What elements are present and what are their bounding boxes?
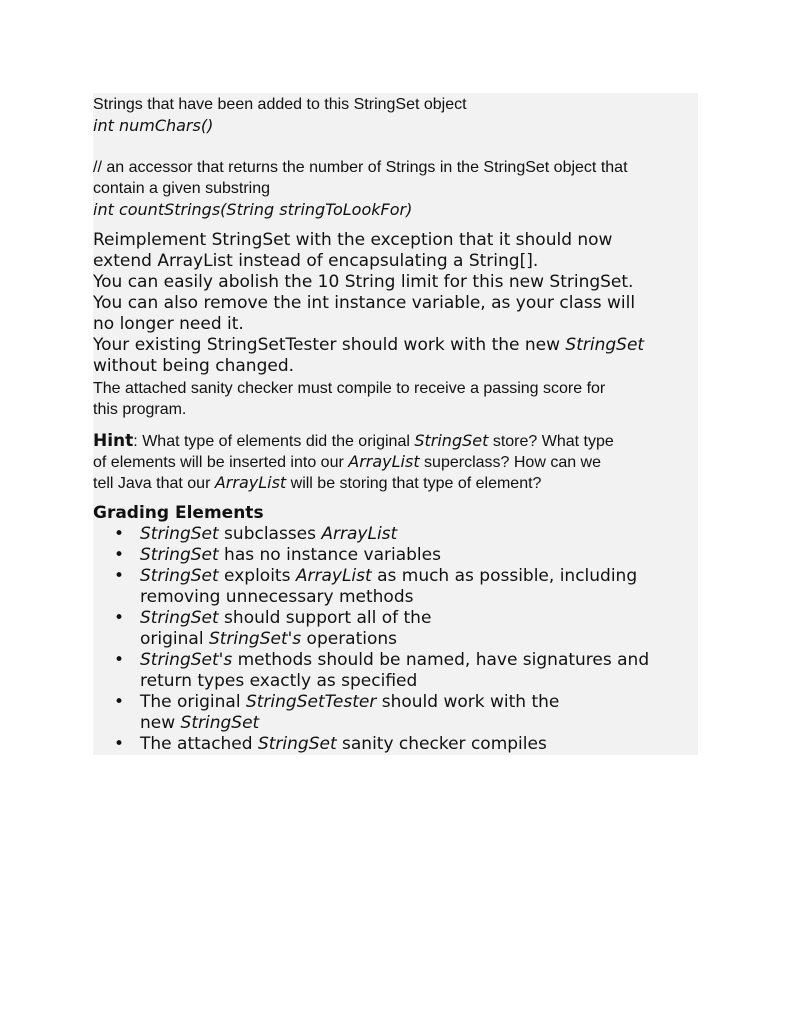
- text-line: extend ArrayList instead of encapsulating a String[].: [93, 251, 539, 271]
- class-name: ArrayList: [321, 524, 398, 544]
- code-comment: // an accessor that returns the number of Strings in the StringSet object that: [93, 159, 628, 176]
- text-span: tell Java that our: [93, 475, 215, 492]
- list-item: [93, 608, 649, 650]
- text-line: this program.: [93, 401, 187, 418]
- class-name: StringSet: [257, 734, 337, 754]
- text-span: : What type of elements did the original: [133, 433, 415, 450]
- text-span: operations: [301, 629, 398, 649]
- class-name: ArrayList: [295, 566, 372, 586]
- class-name: ArrayList: [348, 452, 420, 471]
- hint-line: [93, 430, 614, 452]
- hint-line: [93, 472, 541, 494]
- text-span: superclass? How can we: [419, 454, 602, 471]
- text-line: Reimplement StringSet with the exception that it should now: [93, 230, 613, 250]
- text-span: Your existing StringSetTester should work with the new: [93, 335, 566, 355]
- text-span: The original: [140, 692, 246, 712]
- hint-line: [93, 451, 601, 473]
- text-span: methods should be named, have signatures and: [232, 650, 650, 670]
- text-line: The attached sanity checker must compile to receive a passing score for: [93, 380, 606, 397]
- class-name: StringSet's: [208, 629, 302, 649]
- text-line: no longer need it.: [93, 314, 244, 334]
- text-span: of elements will be inserted into our: [93, 454, 349, 471]
- text-span: has no instance variables: [218, 545, 441, 565]
- text-span: The attached: [140, 734, 258, 754]
- text-span: exploits: [218, 566, 296, 586]
- list-item: [93, 566, 649, 608]
- text-span: sanity checker compiles: [336, 734, 547, 754]
- text-span: return types exactly as specified: [140, 671, 418, 691]
- text-line: [93, 335, 644, 356]
- list-item: [93, 734, 649, 755]
- text-span: new: [140, 713, 181, 733]
- class-name: StringSetTester: [245, 692, 377, 712]
- text-span: subclasses: [218, 524, 322, 544]
- text-span: store? What type: [488, 433, 614, 450]
- class-name: StringSet: [140, 545, 219, 565]
- list-item: [93, 692, 649, 734]
- text-span: will be storing that type of element?: [286, 475, 542, 492]
- hint-label: Hint: [93, 431, 134, 451]
- text-span: as much as possible, including: [371, 566, 638, 586]
- class-name: ArrayList: [214, 473, 287, 492]
- text-line: You can easily abolish the 10 String limit for this new StringSet.: [93, 272, 634, 292]
- code-comment: contain a given substring: [93, 180, 270, 197]
- list-item: [93, 545, 649, 566]
- list-item: [93, 650, 649, 692]
- text-line: You can also remove the int instance variable, as your class will: [93, 293, 636, 313]
- class-name: StringSet: [565, 335, 645, 355]
- class-name: StringSet: [140, 566, 219, 586]
- grading-list: [93, 524, 649, 755]
- text-span: removing unnecessary methods: [140, 587, 414, 607]
- method-signature-numchars: int numChars(): [93, 116, 214, 135]
- method-signature-countstrings: int countStrings(String stringToLookFor): [93, 200, 413, 219]
- class-name: StringSet: [180, 713, 260, 733]
- list-item: [93, 524, 649, 545]
- text-span: should work with the: [376, 692, 560, 712]
- class-name: StringSet: [414, 431, 489, 450]
- class-name: StringSet: [140, 608, 219, 628]
- grading-title: Grading Elements: [93, 503, 264, 523]
- text-span: original: [140, 629, 209, 649]
- class-name: StringSet's: [140, 650, 233, 670]
- text-line: Strings that have been added to this StringSet object: [93, 96, 467, 113]
- text-line: without being changed.: [93, 356, 295, 376]
- text-span: should support all of the: [218, 608, 432, 628]
- class-name: StringSet: [140, 524, 219, 544]
